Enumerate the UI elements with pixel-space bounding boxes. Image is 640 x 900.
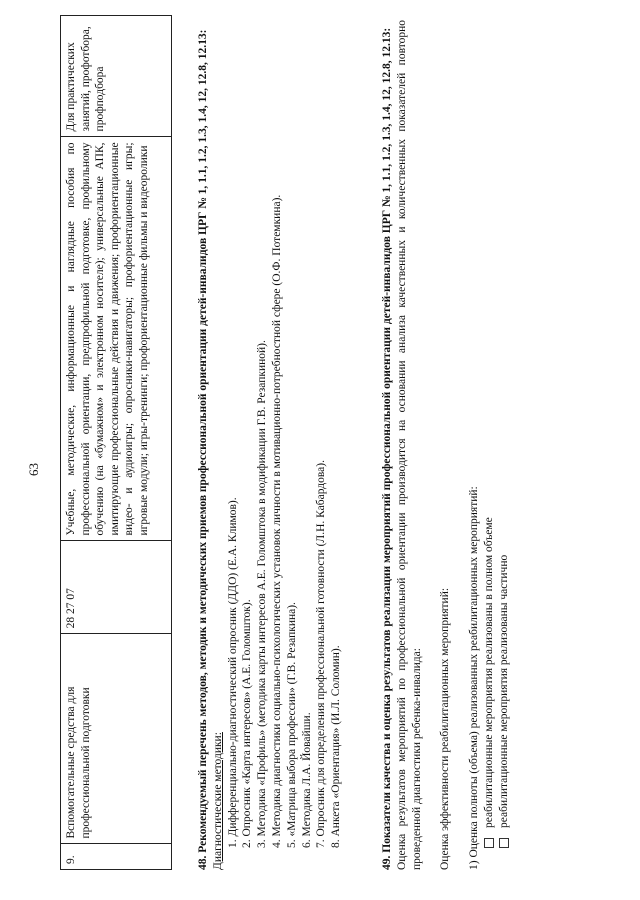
effectiveness-label: Оценка эффективности реабилитационных мероприятий:	[439, 587, 452, 870]
completeness-label: 1) Оценка полноты (объема) реализованных реабилитационных мероприятий:	[468, 486, 481, 870]
method-item: 7. Опросник для определения профессиональной готовности (Л.Н. Кабардова).	[315, 460, 328, 848]
option-partial[interactable]	[497, 20, 512, 870]
table-row	[61, 16, 172, 870]
method-item: 1. Дифференциально-диагностический опросник (ДДО) (Е.А. Климов).	[226, 497, 239, 848]
method-item: 6. Методика Л.А. Йовайши.	[300, 712, 313, 848]
option-full-label: реабилитационные мероприятия реализованы в полном объеме	[482, 517, 495, 828]
aids-table	[60, 15, 172, 870]
method-item: 5. «Матрица выбора профессии» (Г.В. Резапкина).	[285, 602, 298, 848]
aid-name: Вспомогательные средства для профессиональной подготовки	[61, 634, 172, 844]
section-49	[380, 20, 512, 870]
section-49-paragraph: Оценка результатов мероприятий по профессиональной ориентации производится на основании анализа качественных и количественных показателей повторно проведенной диагностики ребенка-инвалида:	[395, 20, 423, 870]
diagnostic-methods-subheading: Диагностические методики:	[211, 732, 224, 870]
aid-code: 28 27 07	[61, 541, 172, 634]
method-item: 4. Методика диагностики социально-психологических установок личности в мотивационно-потребностной сфере (О.Ф. Потемкина).	[270, 194, 283, 848]
option-partial-label: реабилитационные мероприятия реализованы частично	[497, 554, 510, 828]
section-49-heading: 49. Показатели качества и оценка результатов реализации мероприятий профессиональной ориентации детей-инвалидов ЦРГ № 1, 1.1, 1.2, 1.3, 1.4, 12, 12.8, 12.13:	[381, 27, 393, 870]
method-item: 2. Опросник «Карта интересов» (А.Е. Голомшток).	[241, 599, 254, 848]
aid-purpose: Для практических занятий, профотбора, профподбора	[61, 16, 172, 137]
checkbox-icon[interactable]	[499, 838, 509, 848]
method-item: 8. Анкета «Ориентация» (И.Л. Соломин).	[330, 645, 343, 848]
option-full[interactable]	[482, 20, 497, 870]
page-number: 63	[26, 463, 41, 476]
row-number: 9.	[61, 844, 172, 870]
checkbox-icon[interactable]	[484, 838, 494, 848]
aid-description: Учебные, методические, информационные и наглядные пособия по профессиональной ориентации, предпрофильной подготовке, профильному обучению (на «бумажном» и электронном носителе); универсальные АПК, имитирующие профессиональные действия и движения; профориентационные видео- и аудиоигры; опросники-навигаторы; профориентационные игры; игровые модули; игры-тренинги; профориентационные фильмы и видеоролики	[61, 137, 172, 541]
section-48	[196, 20, 344, 870]
method-item: 3. Методика «Профиль» (методика карты интересов А.Е. Голомштока в модификации Г.В. Резапкиной).	[256, 340, 269, 848]
section-48-heading: 48. Рекомендуемый перечень методов, методик и методических приемов профессиональной ориентации детей-инвалидов ЦРГ № 1, 1.1, 1.2, 1.3, 1.4, 12, 12.8, 12.13:	[197, 29, 209, 870]
